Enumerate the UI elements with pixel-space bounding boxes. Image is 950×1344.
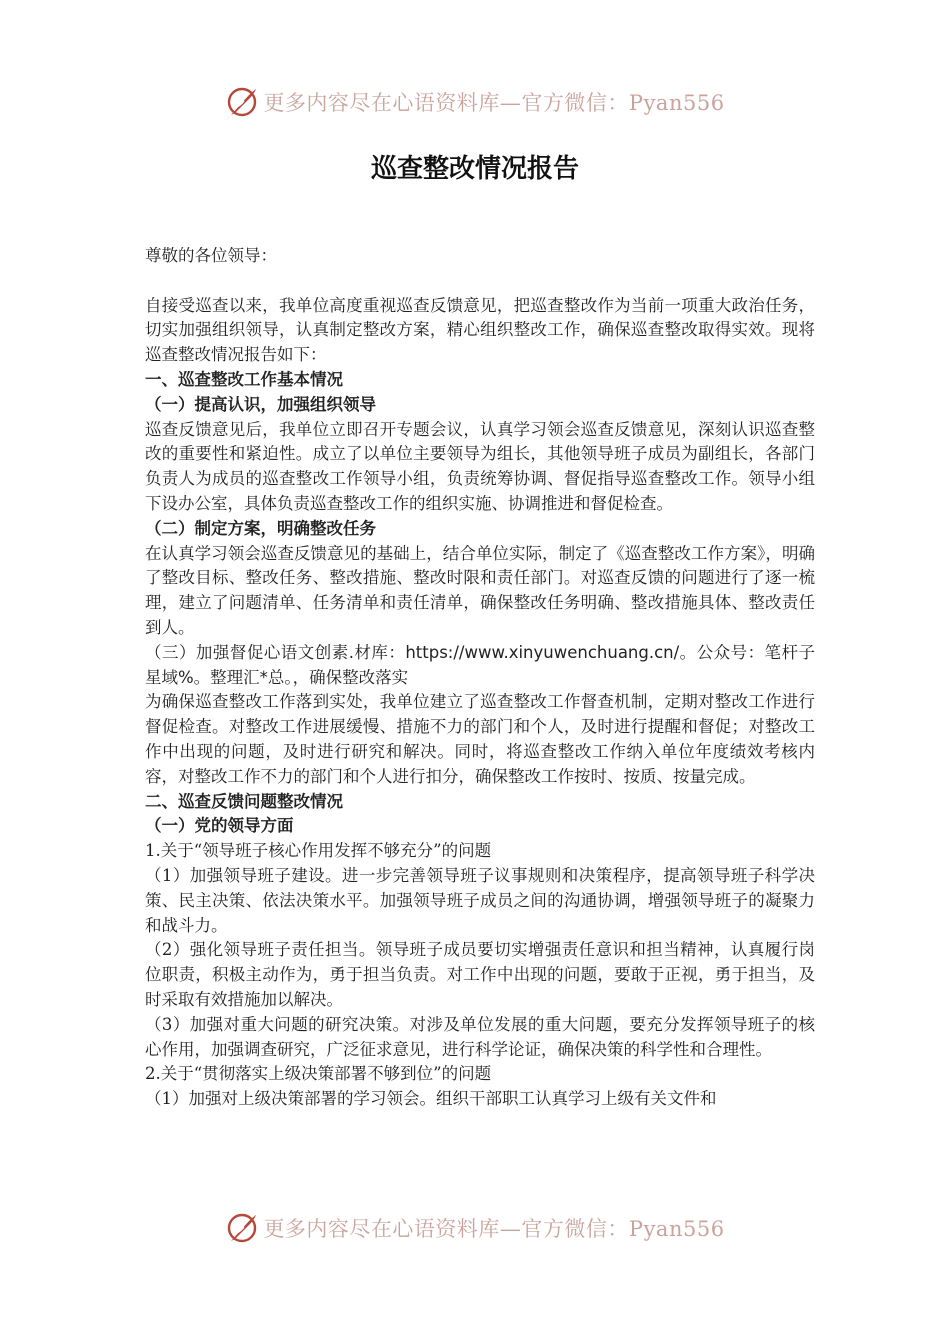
body-paragraph: 巡查反馈意见后，我单位立即召开专题会议，认真学习领会巡查反馈意见，深刻认识巡查整改的重要性和紧迫性。成立了以单位主要领导为组长，其他领导班子成员为副组长，各部门负责人为成员的巡查整改工作领导小组，负责统筹协调、督促指导巡查整改工作。领导小组下设办公室，具体负责巡查整改工作的组织实施、协调推进和督促检查。 xyxy=(145,419,815,513)
salutation: 尊敬的各位领导： xyxy=(145,246,277,265)
quill-logo-icon xyxy=(225,85,259,119)
document-body xyxy=(145,244,815,1112)
intro-paragraph: 自接受巡查以来，我单位高度重视巡查反馈意见，把巡查整改作为当前一项重大政治任务，切实加强组织领导，认真制定整改方案，精心组织整改工作，确保巡查整改取得实效。现将巡查整改情况报告如下： xyxy=(145,295,815,365)
subsection-heading-with-watermark: （三）加强督促心语文创素.材库：https://www.xinyuwenchuang.cn/。公众号：笔杆子星域%。整理汇*总。，确保整改落实 xyxy=(145,642,815,687)
footer-watermark xyxy=(0,1208,950,1248)
body-paragraph: （1）加强对上级决策部署的学习领会。组织干部职工认真学习上级有关文件和 xyxy=(145,1089,717,1109)
header-watermark xyxy=(0,82,950,122)
subsection-heading: （一）提高认识，加强组织领导 xyxy=(145,394,376,414)
document-title: 巡查整改情况报告 xyxy=(370,154,579,184)
quill-logo-icon xyxy=(225,1211,259,1245)
section-heading: 一、巡查整改工作基本情况 xyxy=(145,369,343,389)
body-paragraph: （1）加强领导班子建设。进一步完善领导班子议事规则和决策程序，提高领导班子科学决策、民主决策、依法决策水平。加强领导班子成员之间的沟通协调，增强领导班子的凝聚力和战斗力。 xyxy=(145,865,815,935)
blank-line xyxy=(145,269,815,294)
item-title: 2.关于“贯彻落实上级决策部署不够到位”的问题 xyxy=(145,1064,492,1084)
subsection-heading: （一）党的领导方面 xyxy=(145,816,294,836)
subsection-heading: （二）制定方案，明确整改任务 xyxy=(145,518,376,538)
body-paragraph: （2）强化领导班子责任担当。领导班子成员要切实增强责任意识和担当精神，认真履行岗位职责，积极主动作为，勇于担当负责。对工作中出现的问题，要敢于正视，勇于担当，及时采取有效措施加以解决。 xyxy=(145,940,815,1009)
watermark-text: 更多内容尽在心语资料库—官方微信：Pyan556 xyxy=(263,91,725,115)
section-heading: 二、巡查反馈问题整改情况 xyxy=(145,791,343,811)
body-paragraph: （3）加强对重大问题的研究决策。对涉及单位发展的重大问题，要充分发挥领导班子的核心作用，加强调查研究，广泛征求意见，进行科学论证，确保决策的科学性和合理性。 xyxy=(145,1014,815,1059)
body-paragraph: 为确保巡查整改工作落到实处，我单位建立了巡查整改工作督查机制，定期对整改工作进行督促检查。对整改工作进展缓慢、措施不力的部门和个人，及时进行提醒和督促；对整改工作中出现的问题，及时进行研究和解决。同时，将巡查整改工作纳入单位年度绩效考核内容，对整改工作不力的部门和个人进行扣分，确保整改工作按时、按质、按量完成。 xyxy=(145,692,815,786)
item-title: 1.关于“领导班子核心作用发挥不够充分”的问题 xyxy=(145,841,492,861)
body-paragraph: 在认真学习领会巡查反馈意见的基础上，结合单位实际，制定了《巡查整改工作方案》，明确了整改目标、整改任务、整改措施、整改时限和责任部门。对巡查反馈的问题进行了逐一梳理，建立了问题清单、任务清单和责任清单，确保整改任务明确、整改措施具体、整改责任到人。 xyxy=(145,543,815,637)
watermark-text: 更多内容尽在心语资料库—官方微信：Pyan556 xyxy=(263,1217,725,1241)
